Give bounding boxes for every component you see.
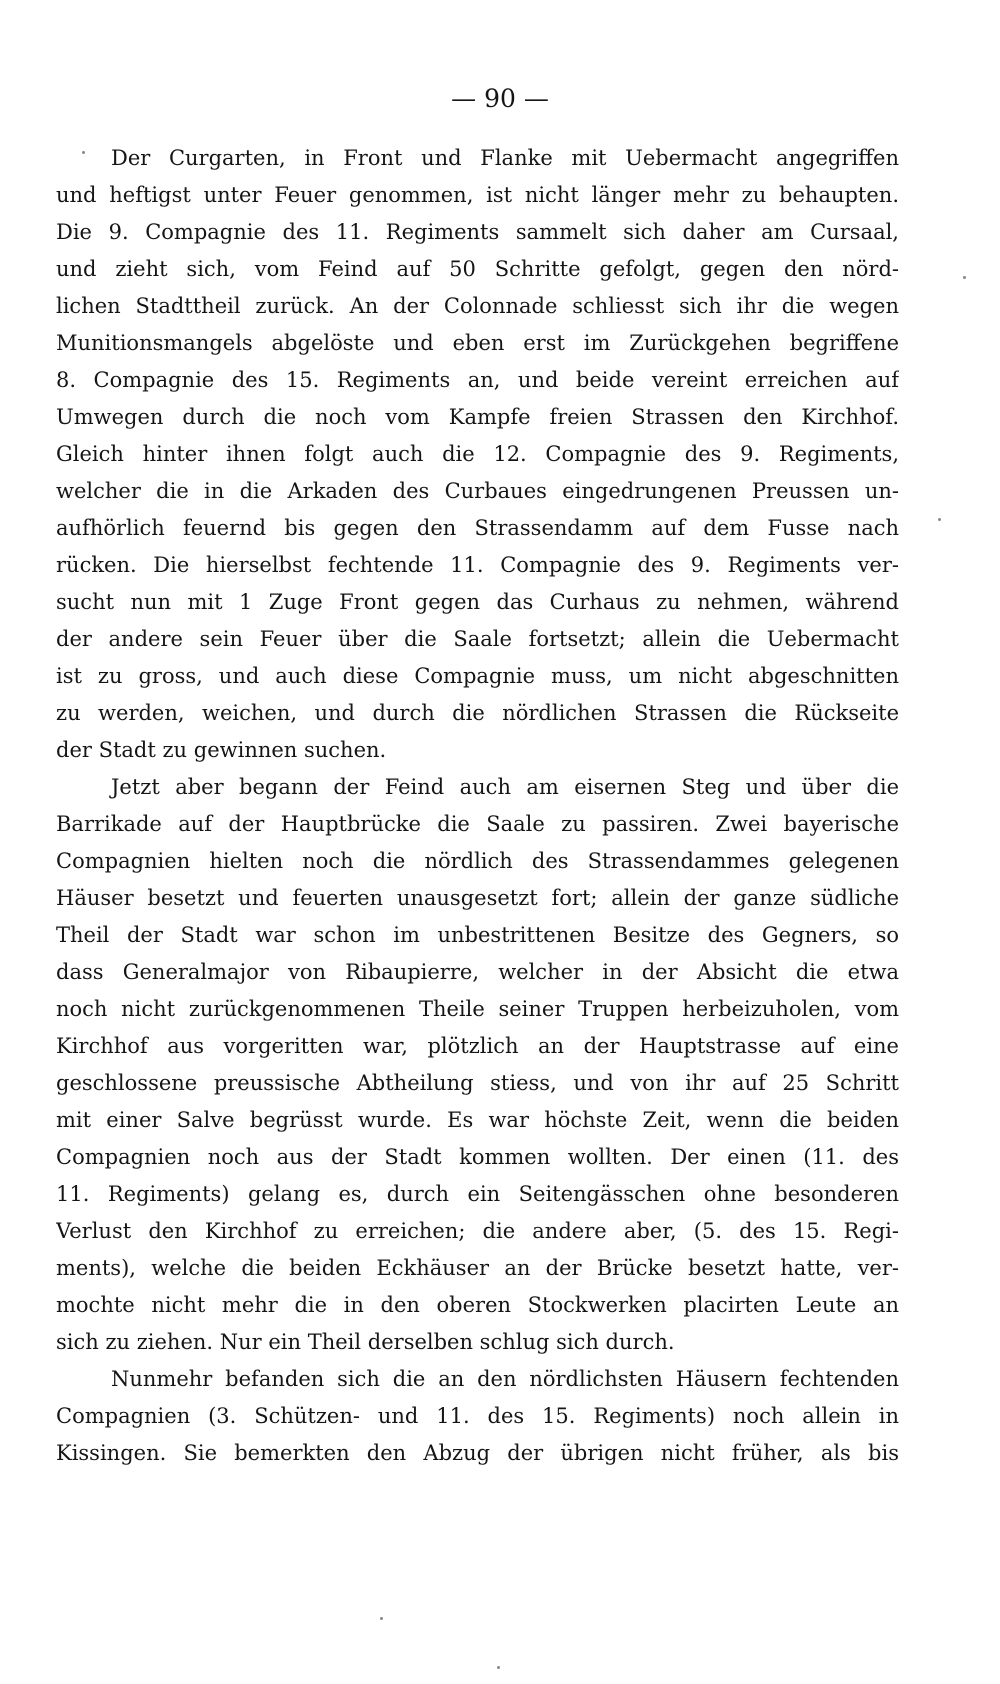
text-line: sich zu ziehen. Nur ein Theil derselben schlug sich durch. xyxy=(56,1330,675,1354)
text-line: und heftigst unter Feuer genommen, ist nicht länger mehr zu behaupten. xyxy=(56,183,899,207)
paragraph-1 xyxy=(56,140,899,769)
paragraph-3 xyxy=(56,1361,899,1472)
text-line: der andere sein Feuer über die Saale fortsetzt; allein die Uebermacht xyxy=(56,627,899,651)
text-line: Gleich hinter ihnen folgt auch die 12. Compagnie des 9. Regiments, xyxy=(56,442,899,466)
paper-speck xyxy=(497,1666,500,1669)
text-line: Munitionsmangels abgelöste und eben erst im Zurückgehen begriffene xyxy=(56,331,899,355)
text-line: Umwegen durch die noch vom Kampfe freien Strassen den Kirchhof. xyxy=(56,405,899,429)
paragraph-2 xyxy=(56,769,899,1361)
text-line: Compagnien (3. Schützen- und 11. des 15. Regiments) noch allein in xyxy=(56,1404,899,1428)
text-line: welcher die in die Arkaden des Curbaues eingedrungenen Preussen un- xyxy=(56,479,899,503)
text-line: mit einer Salve begrüsst wurde. Es war höchste Zeit, wenn die beiden xyxy=(56,1108,899,1132)
text-line: 11. Regiments) gelang es, durch ein Seitengässchen ohne besonderen xyxy=(56,1182,899,1206)
text-line: Kirchhof aus vorgeritten war, plötzlich an der Hauptstrasse auf eine xyxy=(56,1034,899,1058)
text-line: und zieht sich, vom Feind auf 50 Schritte gefolgt, gegen den nörd- xyxy=(56,257,899,281)
text-line: mochte nicht mehr die in den oberen Stockwerken placirten Leute an xyxy=(56,1293,899,1317)
text-line: noch nicht zurückgenommenen Theile seiner Truppen herbeizuholen, vom xyxy=(56,997,899,1021)
text-line: Kissingen. Sie bemerkten den Abzug der übrigen nicht früher, als bis xyxy=(56,1441,899,1465)
text-line: Barrikade auf der Hauptbrücke die Saale zu passiren. Zwei bayerische xyxy=(56,812,899,836)
text-line: sucht nun mit 1 Zuge Front gegen das Curhaus zu nehmen, während xyxy=(56,590,899,614)
text-line: lichen Stadttheil zurück. An der Colonnade schliesst sich ihr die wegen xyxy=(56,294,899,318)
text-line: ist zu gross, und auch diese Compagnie muss, um nicht abgeschnitten xyxy=(56,664,899,688)
text-line: ments), welche die beiden Eckhäuser an der Brücke besetzt hatte, ver- xyxy=(56,1256,899,1280)
text-line: Jetzt aber begann der Feind auch am eisernen Steg und über die xyxy=(111,775,899,799)
text-line: zu werden, weichen, und durch die nördlichen Strassen die Rückseite xyxy=(56,701,899,725)
text-line: Der Curgarten, in Front und Flanke mit Uebermacht angegriffen xyxy=(111,146,899,170)
text-line: Compagnien hielten noch die nördlich des Strassendammes gelegenen xyxy=(56,849,899,873)
text-line: der Stadt zu gewinnen suchen. xyxy=(56,738,387,762)
text-line: Nunmehr befanden sich die an den nördlichsten Häusern fechtenden xyxy=(111,1367,899,1391)
paper-speck xyxy=(938,518,941,521)
text-line: dass Generalmajor von Ribaupierre, welcher in der Absicht die etwa xyxy=(56,960,899,984)
paper-speck xyxy=(82,151,85,154)
text-line: 8. Compagnie des 15. Regiments an, und beide vereint erreichen auf xyxy=(56,368,899,392)
text-line: geschlossene preussische Abtheilung stiess, und von ihr auf 25 Schritt xyxy=(56,1071,899,1095)
paper-speck xyxy=(380,1617,383,1620)
text-line: Compagnien noch aus der Stadt kommen wollten. Der einen (11. des xyxy=(56,1145,899,1169)
text-line: Verlust den Kirchhof zu erreichen; die andere aber, (5. des 15. Regi- xyxy=(56,1219,899,1243)
text-line: Theil der Stadt war schon im unbestrittenen Besitze des Gegners, so xyxy=(56,923,899,947)
paper-speck xyxy=(963,276,966,279)
text-line: Häuser besetzt und feuerten unausgesetzt fort; allein der ganze südliche xyxy=(56,886,899,910)
page-number: — 90 — xyxy=(451,84,549,113)
text-line: aufhörlich feuernd bis gegen den Strassendamm auf dem Fusse nach xyxy=(56,516,899,540)
text-line: rücken. Die hierselbst fechtende 11. Compagnie des 9. Regiments ver- xyxy=(56,553,899,577)
text-line: Die 9. Compagnie des 11. Regiments sammelt sich daher am Cursaal, xyxy=(56,220,899,244)
body-text xyxy=(56,140,899,1472)
